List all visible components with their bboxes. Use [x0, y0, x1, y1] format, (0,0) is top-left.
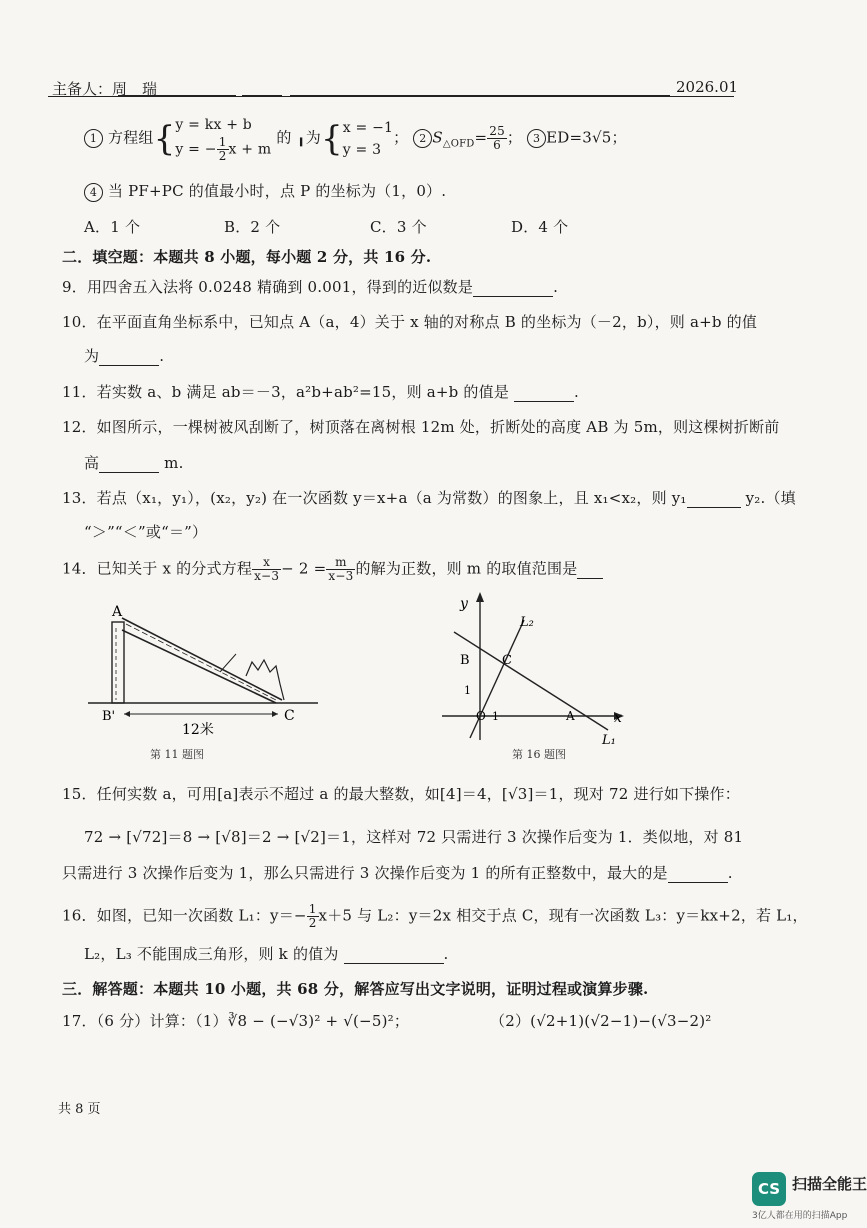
label-y-axis: y	[460, 596, 468, 612]
question-15-line1: 15．任何实数 a，可用[a]表示不超过 a 的最大整数，如[4]＝4，[√3]＝1，现对 72 进行如下操作：	[62, 785, 740, 803]
answer-blank-14[interactable]	[577, 560, 603, 579]
label-origin: O	[476, 709, 486, 723]
question-13-line2: “＞”“＜”或“＝”）	[84, 523, 208, 541]
q8-choice-c: C．3 个	[370, 218, 427, 236]
question-11: 11．若实数 a、b 满足 ab＝－3，a²b+ab²=15，则 a+b 的值是 .	[62, 383, 579, 401]
section-2-title: 二．填空题：本题共 8 小题，每小题 2 分，共 16 分.	[62, 248, 432, 266]
answer-blank-16[interactable]	[344, 945, 444, 964]
answer-blank-15[interactable]	[668, 864, 728, 883]
section-3-title: 三．解答题：本题共 10 小题，共 68 分，解答应写出文字说明，证明过程或演算步骤.	[62, 980, 649, 998]
scanner-app-tagline: 3亿人都在用的扫描App	[752, 1211, 848, 1221]
q8-choice-b: B．2 个	[224, 218, 281, 236]
q8-choice-d: D．4 个	[511, 218, 569, 236]
q8-statement-4: 4 当 PF+PC 的值最小时，点 P 的坐标为（1，0）.	[84, 180, 446, 202]
label-x-tick-1: 1	[492, 710, 499, 723]
equation-system: y = kx + b y = − $\frac{1}{2}$ x + m	[175, 117, 272, 163]
label-x-axis: x	[614, 710, 622, 726]
question-9: 9．用四舍五入法将 0.0248 精确到 0.001，得到的近似数是 .	[62, 278, 559, 296]
question-17-part1: 17．（6 分）计算：（1）∛8 − (−√3)² + √(−5)²；	[62, 1012, 410, 1030]
solution-system: x = −1 y = 3	[342, 119, 394, 158]
question-12-line2: 高 m.	[84, 454, 184, 472]
question-10-line2: 为 .	[84, 347, 165, 365]
question-14: 14．已知关于 x 的分式方程 $\frac{x}{x-3}$ − 2 = $\frac{m}{x-3}$ 的解为正数，则 m 的取值范围是	[62, 556, 603, 583]
circled-number-2: 2	[413, 129, 432, 148]
page-footer: 共 8 页	[58, 1102, 101, 1117]
figure-broken-tree	[86, 600, 326, 740]
q8-statement-1: 1 方程组{ y = kx + b y = − $\frac{1}{2}$ x + m 的 ╻为{ x = −1 y = 3 ； 2 $S_{\triangle OFD}=$ $\frac{25}{6}$ ； 3 ED=3√5；	[84, 114, 627, 163]
scanner-app-name: 扫描全能王	[792, 1175, 867, 1193]
question-16-line1: 16．如图，已知一次函数 L₁：y＝− $\frac{1}{2}$ x＋5 与 L₂：y＝2x 相交于点 C，现有一次函数 L₃：y＝kx+2，若 L₁，	[62, 902, 808, 930]
question-12-line1: 12．如图所示，一棵树被风刮断了，树顶落在离树根 12m 处，折断处的高度 AB 为 5m，则这棵树折断前	[62, 418, 780, 436]
caption-figure-11: 第 11 题图	[150, 748, 204, 761]
scanner-app-logo: CS	[752, 1172, 786, 1206]
circled-number-4: 4	[84, 183, 103, 202]
question-16-line2: L₂，L₃ 不能围成三角形，则 k 的值为 .	[84, 945, 449, 963]
circled-number-1: 1	[84, 129, 103, 148]
label-l2: L₂	[520, 615, 534, 630]
header-date: 2026.01	[676, 78, 739, 96]
answer-blank-9[interactable]	[473, 278, 553, 297]
label-b-prime: B'	[102, 709, 116, 724]
question-17-part2: （2）(√2+1)(√2−1)−(√3−2)²	[490, 1012, 712, 1030]
label-a: A	[112, 604, 123, 620]
label-point-a: A	[566, 709, 575, 723]
answer-blank-12[interactable]	[99, 454, 159, 473]
label-l1: L₁	[602, 733, 616, 748]
question-10-line1: 10．在平面直角坐标系中，已知点 A（a，4）关于 x 轴的对称点 B 的坐标为（－2，b），则 a+b 的值	[62, 313, 758, 331]
caption-figure-16: 第 16 题图	[512, 748, 566, 761]
question-15-line2: 72 → [√72]＝8 → [√8]＝2 → [√2]＝1，这样对 72 只需进行 3 次操作后变为 1．类似地，对 81	[84, 828, 744, 846]
question-13-line1: 13．若点（x₁，y₁），(x₂，y₂) 在一次函数 y＝x+a（a 为常数）的图象上，且 x₁<x₂，则 y₁ y₂.（填	[62, 489, 796, 507]
answer-blank-10[interactable]	[99, 347, 159, 366]
circled-number-3: 3	[527, 129, 546, 148]
answer-blank-13[interactable]	[687, 489, 741, 508]
label-c: C	[284, 708, 295, 724]
label-12m: 12米	[182, 722, 214, 738]
label-point-c: C	[502, 653, 512, 668]
figure-coordinate-graph	[440, 590, 640, 750]
q8-choice-a: A．1 个	[84, 218, 141, 236]
header-rule	[48, 96, 734, 97]
answer-blank-11[interactable]	[514, 383, 574, 402]
label-point-b: B	[460, 653, 470, 668]
preparer-label: 主备人：周 瑞	[52, 80, 158, 98]
question-15-line3: 只需进行 3 次操作后变为 1，那么只需进行 3 次操作后变为 1 的所有正整数中，最大的是 .	[62, 864, 733, 882]
label-y-tick-1: 1	[464, 684, 471, 697]
